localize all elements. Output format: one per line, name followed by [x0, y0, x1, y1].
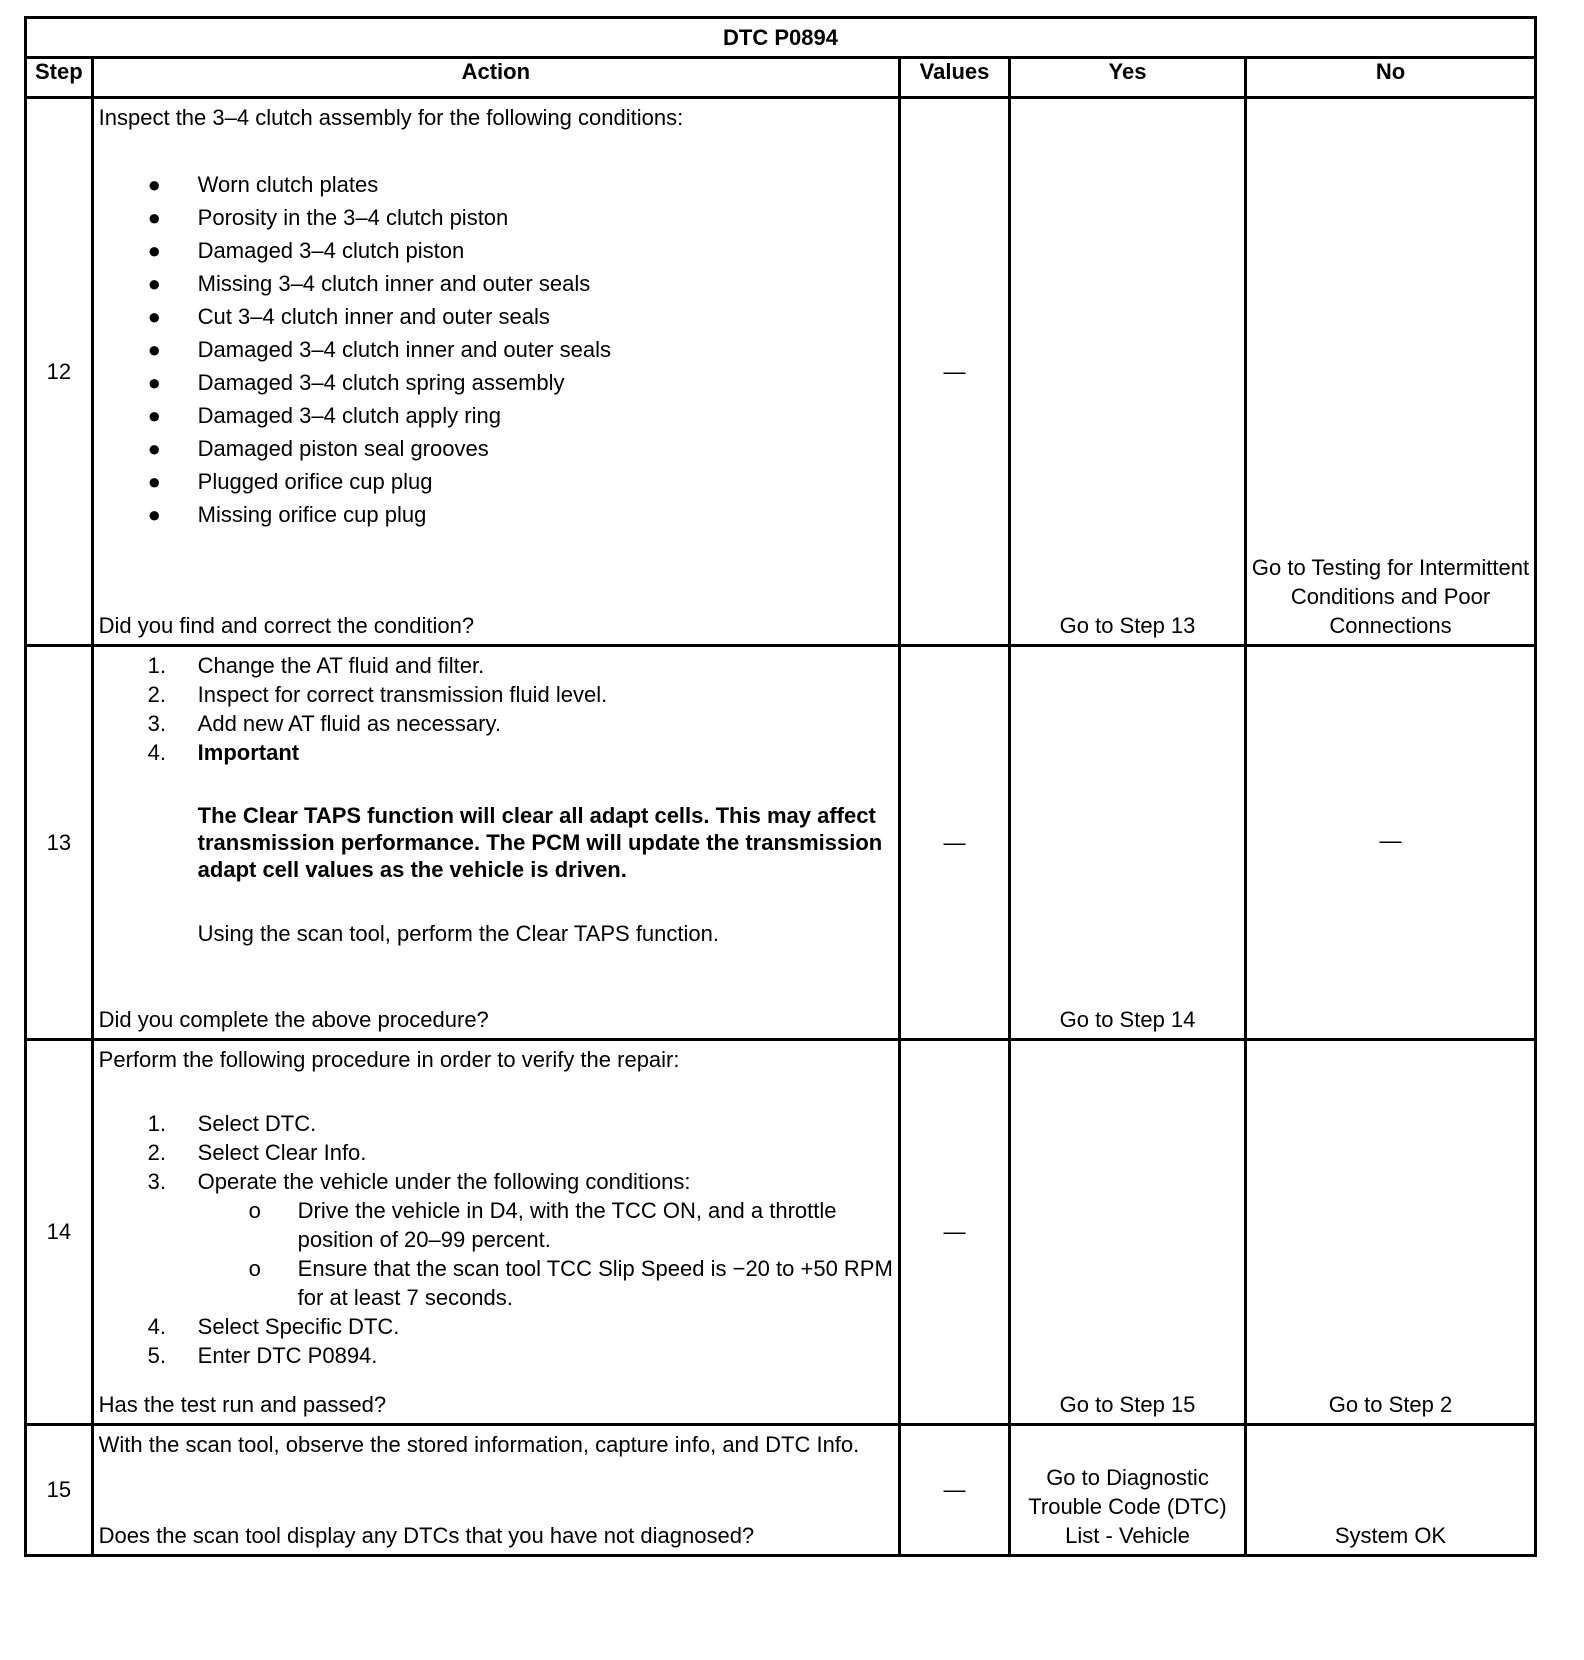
- action-question: Did you find and correct the condition?: [98, 613, 475, 638]
- yes-cell: Go to Step 15: [1010, 1040, 1246, 1425]
- condition-list: [99, 168, 894, 531]
- list-item: ● Cut 3–4 clutch inner and outer seals: [99, 300, 894, 333]
- action-question: Did you complete the above procedure?: [98, 1007, 489, 1032]
- action-question: Does the scan tool display any DTCs that you have not diagnosed?: [98, 1523, 755, 1548]
- no-cell: Go to Step 2: [1245, 1040, 1535, 1425]
- step-number: 14: [26, 1040, 93, 1425]
- action-intro: With the scan tool, observe the stored information, capture info, and DTC Info.: [98, 1432, 860, 1457]
- action-intro: Inspect the 3–4 clutch assembly for the following conditions:: [98, 105, 684, 130]
- values-cell: —: [900, 1040, 1010, 1425]
- values-cell: —: [900, 98, 1010, 646]
- important-label: Important: [197, 740, 300, 765]
- bullet-icon: ●: [147, 403, 161, 428]
- yes-cell: Go to Step 13: [1010, 98, 1246, 646]
- dtc-table: [24, 16, 1537, 1557]
- procedure-list: [99, 651, 894, 948]
- yes-cell: Go to Diagnostic Trouble Code (DTC) List - Vehicle: [1010, 1425, 1246, 1556]
- list-item: 1. Select DTC.: [147, 1111, 317, 1136]
- bullet-icon: ●: [147, 205, 161, 230]
- action-cell: [92, 98, 899, 646]
- instruction-text: Using the scan tool, perform the Clear TAPS function.: [197, 921, 719, 946]
- table-row-step-14: [26, 1040, 1536, 1425]
- header-yes: Yes: [1010, 58, 1246, 98]
- no-cell: System OK: [1245, 1425, 1535, 1556]
- table-row-step-13: [26, 646, 1536, 1040]
- list-item: ● Worn clutch plates: [99, 168, 894, 201]
- circle-bullet-icon: o: [248, 1198, 261, 1223]
- step-number: 15: [26, 1425, 93, 1556]
- bullet-icon: ●: [147, 436, 161, 461]
- list-item: ● Missing 3–4 clutch inner and outer seals: [99, 267, 894, 300]
- bullet-icon: ●: [147, 337, 161, 362]
- action-cell: [92, 1040, 899, 1425]
- list-item: ● Missing orifice cup plug: [99, 498, 894, 531]
- bullet-icon: ●: [147, 271, 161, 296]
- list-item: ● Damaged 3–4 clutch apply ring: [99, 399, 894, 432]
- bullet-icon: ●: [147, 370, 161, 395]
- list-item: 1. Change the AT fluid and filter.: [147, 653, 485, 678]
- action-cell: [92, 646, 899, 1040]
- bullet-icon: ●: [147, 238, 161, 263]
- values-cell: —: [900, 1425, 1010, 1556]
- important-note: The Clear TAPS function will clear all adapt cells. This may affect transmission performance. The PCM will update the transmission adapt cell values as the vehicle is driven.: [197, 803, 883, 882]
- action-intro: Perform the following procedure in order to verify the repair:: [98, 1047, 680, 1072]
- bullet-icon: ●: [147, 304, 161, 329]
- bullet-icon: ●: [147, 469, 161, 494]
- header-step: Step: [26, 58, 93, 98]
- list-item: ● Damaged piston seal grooves: [99, 432, 894, 465]
- list-item: 2. Inspect for correct transmission fluid level.: [147, 682, 608, 707]
- list-item: ● Damaged 3–4 clutch spring assembly: [99, 366, 894, 399]
- list-item: o Ensure that the scan tool TCC Slip Speed is −20 to +50 RPM for at least 7 seconds.: [248, 1256, 893, 1310]
- list-item: ● Porosity in the 3–4 clutch piston: [99, 201, 894, 234]
- list-item: 4. Important The Clear TAPS function will clear all adapt cells. This may affect transmission performance. The PCM will update the transmission adapt cell values as the vehicle is driven. Using the scan tool, perform the Clear TAPS function.: [99, 738, 894, 948]
- bullet-icon: ●: [147, 172, 161, 197]
- list-item: 3. Operate the vehicle under the following conditions: o Drive the vehicle in D4, with the TCC ON, and a throttle position of 20–99 percent. o Ensure that the scan tool TCC Slip Speed is −20 to +50 RPM for at least 7 seconds.: [99, 1167, 894, 1312]
- action-cell: [92, 1425, 899, 1556]
- header-action: Action: [92, 58, 899, 98]
- list-item: ● Damaged 3–4 clutch piston: [99, 234, 894, 267]
- condition-sublist: [198, 1196, 894, 1312]
- list-item: 3. Add new AT fluid as necessary.: [147, 711, 501, 736]
- header-no: No: [1245, 58, 1535, 98]
- action-question: Has the test run and passed?: [98, 1392, 387, 1417]
- table-title: DTC P0894: [26, 18, 1536, 58]
- table-row-step-12: [26, 98, 1536, 646]
- circle-bullet-icon: o: [248, 1256, 261, 1281]
- step-number: 12: [26, 98, 93, 646]
- list-item: 5. Enter DTC P0894.: [147, 1343, 378, 1368]
- header-values: Values: [900, 58, 1010, 98]
- bullet-icon: ●: [147, 502, 161, 527]
- procedure-list: [99, 1109, 894, 1370]
- list-item: o Drive the vehicle in D4, with the TCC ON, and a throttle position of 20–99 percent.: [248, 1198, 837, 1252]
- list-item: 2. Select Clear Info.: [147, 1140, 367, 1165]
- yes-cell: Go to Step 14: [1010, 646, 1246, 1040]
- list-item: 4. Select Specific DTC.: [147, 1314, 400, 1339]
- table-row-step-15: [26, 1425, 1536, 1556]
- step-number: 13: [26, 646, 93, 1040]
- values-cell: —: [900, 646, 1010, 1040]
- no-cell: —: [1245, 646, 1535, 1040]
- list-item: ● Damaged 3–4 clutch inner and outer seals: [99, 333, 894, 366]
- list-item: ● Plugged orifice cup plug: [99, 465, 894, 498]
- no-cell: Go to Testing for Intermittent Conditions and Poor Connections: [1245, 98, 1535, 646]
